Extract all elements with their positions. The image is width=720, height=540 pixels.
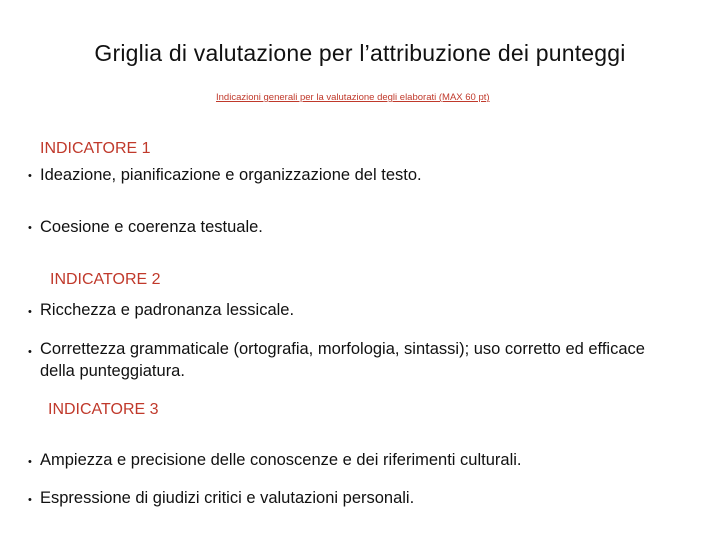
bullet-icon: • <box>28 494 32 506</box>
list-item: Coesione e coerenza testuale. <box>40 218 263 236</box>
bullet-icon: • <box>28 222 32 234</box>
list-item: Ideazione, pianificazione e organizzazione del testo. <box>40 166 422 184</box>
bullet-icon: • <box>28 456 32 468</box>
bullet-icon: • <box>28 170 32 182</box>
list-item: Ampiezza e precisione delle conoscenze e dei riferimenti culturali. <box>40 451 522 469</box>
list-item: Correttezza grammaticale (ortografia, morfologia, sintassi); uso corretto ed efficace della punteggiatura. <box>40 340 645 380</box>
page-subtitle: Indicazioni generali per la valutazione degli elaborati (MAX 60 pt) <box>216 92 490 103</box>
indicator-2-heading: INDICATORE 2 <box>50 271 161 288</box>
list-item: Espressione di giudizi critici e valutazioni personali. <box>40 489 415 507</box>
bullet-icon: • <box>28 346 32 358</box>
indicator-1-heading: INDICATORE 1 <box>40 140 151 157</box>
bullet-icon: • <box>28 306 32 318</box>
page-title: Griglia di valutazione per l’attribuzione dei punteggi <box>94 40 626 66</box>
indicator-3-heading: INDICATORE 3 <box>48 401 159 418</box>
list-item: Ricchezza e padronanza lessicale. <box>40 301 295 319</box>
